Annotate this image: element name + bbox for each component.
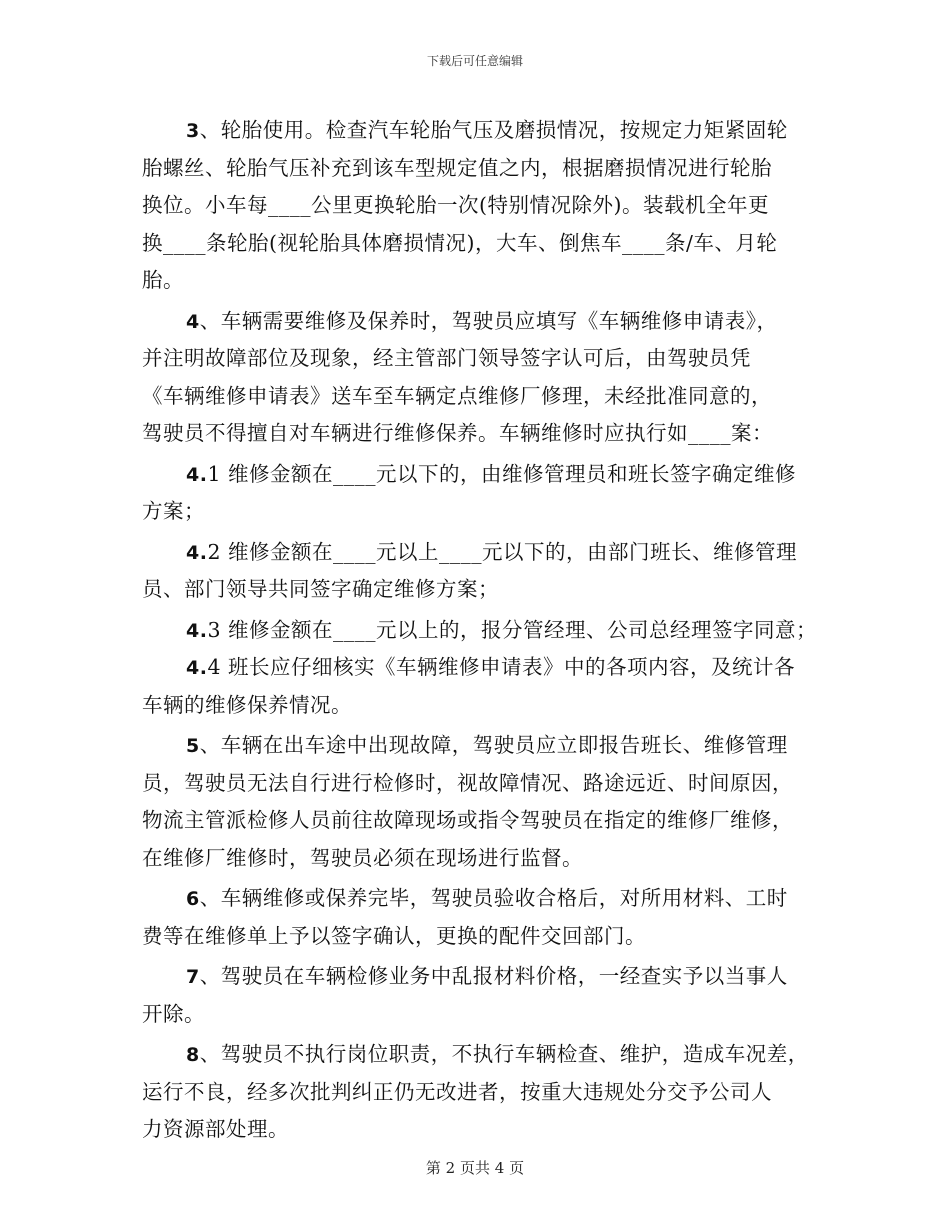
item-number: 3 [186, 120, 200, 142]
item-number: 4. [186, 619, 208, 642]
paragraph-line: 胎。 [142, 268, 184, 292]
item-number: 4 [186, 310, 200, 333]
page-header: 下载后可任意编辑 [426, 54, 523, 68]
item-number: 5 [186, 735, 200, 757]
paragraph-line: 员、部门领导共同签字确定维修方案； [142, 577, 499, 601]
document-body [142, 112, 822, 1149]
paragraph-3 [142, 112, 822, 300]
item-number: 8 [186, 1044, 200, 1066]
paragraph-line: 换位。小车每____公里更换轮胎一次(特别情况除外)。装载机全年更 [142, 193, 769, 217]
subparagraph-4-4 [142, 649, 822, 724]
paragraph-line: 并注明故障部位及现象，经主管部门领导签字认可后，由驾驶员凭 [142, 346, 751, 370]
paragraph-line: 3、轮胎使用。检查汽车轮胎气压及磨损情况，按规定力矩紧固轮 [186, 118, 788, 142]
paragraph-line: 换____条轮胎(视轮胎具体磨损情况)，大车、倒焦车____条/车、月轮 [142, 230, 778, 255]
paragraph-line: 8、驾驶员不执行岗位职责，不执行车辆检查、维护，造成车况差， [186, 1042, 809, 1066]
paragraph-line: 《车辆维修申请表》送车至车辆定点维修厂修理，未经批准同意的， [142, 383, 772, 408]
paragraph-line: 力资源部处理。 [142, 1117, 289, 1141]
paragraph-line: 4、车辆需要维修及保养时，驾驶员应填写《车辆维修申请表》， [186, 308, 778, 333]
item-number: 4. [186, 657, 208, 679]
paragraph-line: 5、车辆在出车途中出现故障，驾驶员应立即报告班长、维修管理 [186, 733, 788, 757]
paragraph-line: 4.3 维修金额在____元以上的，报分管经理、公司总经理签字同意； [186, 617, 818, 642]
subparagraph-4-2 [142, 534, 822, 609]
item-number: 7 [186, 966, 200, 988]
item-number: 4. [186, 541, 208, 564]
paragraph-line: 运行不良，经多次批判纠正仍无改进者，按重大违规处分交予公司人 [142, 1079, 772, 1104]
paragraph-line: 车辆的维修保养情况。 [142, 692, 352, 717]
paragraph-line: 开除。 [142, 1001, 205, 1026]
paragraph-line: 7、驾驶员在车辆检修业务中乱报材料价格，一经查实予以当事人 [186, 964, 788, 988]
paragraph-line: 4.4 班长应仔细核实《车辆维修申请表》中的各项内容，及统计各 [186, 655, 796, 679]
paragraph-5 [142, 727, 822, 877]
subparagraph-4-1 [142, 456, 822, 531]
page-footer: 第 2 页共 4 页 [425, 1159, 525, 1177]
paragraph-line: 物流主管派检修人员前往故障现场或指令驾驶员在指定的维修厂维修， [142, 808, 793, 832]
paragraph-line: 方案； [142, 499, 205, 523]
paragraph-line: 驾驶员不得擅自对车辆进行维修保养。车辆维修时应执行如____案： [142, 421, 773, 445]
paragraph-line: 费等在维修单上予以签字确认，更换的配件交回部门。 [142, 923, 646, 948]
paragraph-6 [142, 880, 822, 955]
paragraph-line: 4.1 维修金额在____元以下的，由维修管理员和班长签字确定维修 [186, 461, 797, 486]
paragraph-line: 4.2 维修金额在____元以上____元以下的，由部门班长、维修管理 [186, 539, 798, 564]
item-number: 6 [186, 888, 200, 910]
paragraph-7 [142, 958, 822, 1033]
paragraph-8 [142, 1036, 822, 1149]
paragraph-4 [142, 303, 822, 453]
paragraph-line: 胎螺丝、轮胎气压补充到该车型规定值之内，根据磨损情况进行轮胎 [142, 155, 772, 180]
paragraph-line: 在维修厂维修时，驾驶员必须在现场进行监督。 [142, 845, 583, 870]
paragraph-line: 员，驾驶员无法自行进行检修时，视故障情况、路途远近、时间原因， [142, 770, 793, 795]
item-number: 4. [186, 463, 208, 486]
subparagraph-4-3 [142, 612, 822, 650]
paragraph-line: 6、车辆维修或保养完毕，驾驶员验收合格后，对所用材料、工时 [186, 886, 788, 910]
